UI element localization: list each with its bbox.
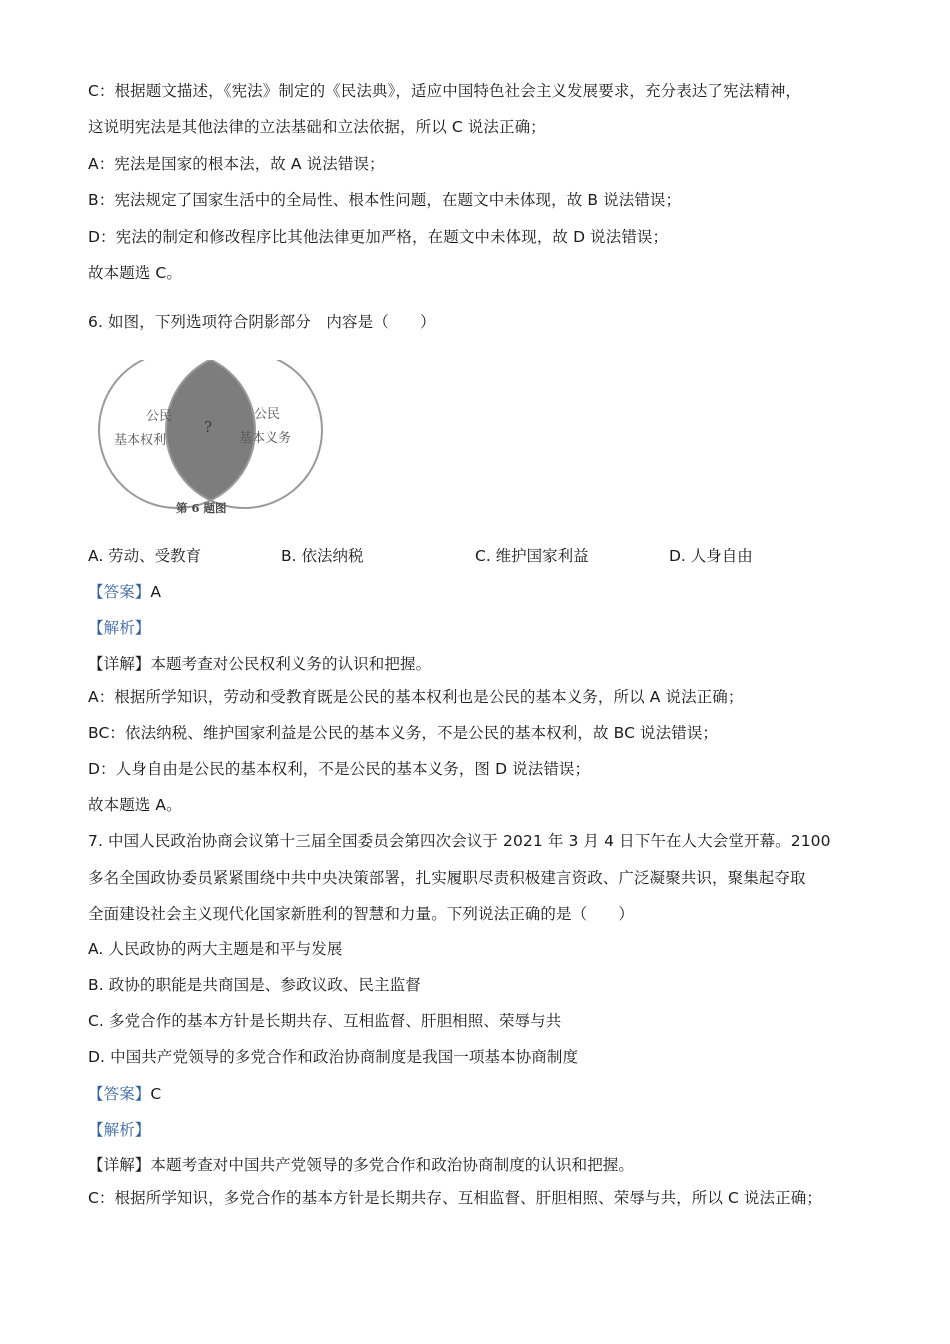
q6-bc-line: BC：依法纳税、维护国家利益是公民的基本义务，不是公民的基本权利，故 BC 说法错误； bbox=[88, 724, 719, 742]
venn-left-label-1: 公民 bbox=[146, 409, 173, 424]
q6-answer-value: A bbox=[150, 583, 162, 601]
q5-d-line: D：宪法的制定和修改程序比其他法律更加严格，在题文中未体现，故 D 说法错误； bbox=[88, 228, 669, 246]
venn-caption: 第 6 题图 bbox=[176, 501, 227, 515]
venn-right-label-2: 基本义务 bbox=[239, 431, 292, 446]
q6-option-d: D. 人身自由 bbox=[669, 547, 753, 565]
venn-center-question-mark: ? bbox=[204, 418, 213, 436]
q7-answer-tag: 【答案】 bbox=[88, 1085, 151, 1103]
q7-option-a: A. 人民政协的两大主题是和平与发展 bbox=[88, 940, 343, 958]
q6-detail-tag: 【详解】 bbox=[88, 655, 151, 673]
q6-answer-tag: 【答案】 bbox=[88, 583, 151, 601]
venn-svg bbox=[92, 360, 327, 520]
q7-detail-text: 本题考查对中国共产党领导的多党合作和政治协商制度的认识和把握。 bbox=[150, 1156, 635, 1174]
q7-stem-line-2: 多名全国政协委员紧紧围绕中共中央决策部署，扎实履职尽责积极建言资政、广泛凝聚共识，聚集起夺取 bbox=[88, 869, 806, 887]
q7-option-b: B. 政协的职能是共商国是、参政议政、民主监督 bbox=[88, 976, 421, 994]
q6-option-c: C. 维护国家利益 bbox=[475, 547, 589, 565]
q7-option-d: D. 中国共产党领导的多党合作和政治协商制度是我国一项基本协商制度 bbox=[88, 1048, 579, 1066]
q5-c-line-1: C：根据题文描述，《宪法》制定的《民法典》，适应中国特色社会主义发展要求，充分表达了宪法精神， bbox=[88, 82, 802, 100]
q5-a-line: A：宪法是国家的根本法，故 A 说法错误； bbox=[88, 155, 385, 173]
venn-left-label-2: 基本权利 bbox=[114, 433, 167, 448]
q7-stem-line-1: 7. 中国人民政治协商会议第十三届全国委员会第四次会议于 2021 年 3 月 4 日下午在人大会堂开幕。2100 bbox=[88, 832, 831, 850]
q6-stem: 6. 如图，下列选项符合阴影部分 内容是（ ） bbox=[88, 313, 436, 331]
q7-c-line: C：根据所学知识，多党合作的基本方针是长期共存、互相监督、肝胆相照、荣辱与共，所以 C 说法正确； bbox=[88, 1189, 822, 1207]
q7-analysis-tag: 【解析】 bbox=[88, 1121, 151, 1139]
q6-answer-line bbox=[88, 581, 161, 603]
q7-detail-line bbox=[88, 1154, 634, 1176]
q7-detail-tag: 【详解】 bbox=[88, 1156, 151, 1174]
q7-option-c: C. 多党合作的基本方针是长期共存、互相监督、肝胆相照、荣辱与共 bbox=[88, 1012, 562, 1030]
q6-conclusion: 故本题选 A。 bbox=[88, 796, 182, 814]
q6-option-a: A. 劳动、受教育 bbox=[88, 547, 202, 565]
q7-answer-value: C bbox=[150, 1085, 162, 1103]
q5-c-line-2: 这说明宪法是其他法律的立法基础和立法依据，所以 C 说法正确； bbox=[88, 118, 546, 136]
venn-right-label-1: 公民 bbox=[254, 407, 281, 422]
q6-venn-diagram bbox=[92, 360, 327, 520]
q5-conclusion: 故本题选 C。 bbox=[88, 264, 182, 282]
q5-b-line: B：宪法规定了国家生活中的全局性、根本性问题，在题文中未体现，故 B 说法错误； bbox=[88, 191, 682, 209]
q6-detail-text: 本题考查对公民权利义务的认识和把握。 bbox=[150, 655, 432, 673]
q6-a-line: A：根据所学知识，劳动和受教育既是公民的基本权利也是公民的基本义务，所以 A 说法正确； bbox=[88, 688, 744, 706]
q7-stem-line-3: 全面建设社会主义现代化国家新胜利的智慧和力量。下列说法正确的是（ ） bbox=[88, 905, 635, 923]
q6-analysis-tag: 【解析】 bbox=[88, 619, 151, 637]
q6-d-line: D：人身自由是公民的基本权利，不是公民的基本义务，图 D 说法错误； bbox=[88, 760, 591, 778]
q6-option-b: B. 依法纳税 bbox=[281, 547, 364, 565]
q7-answer-line bbox=[88, 1083, 161, 1105]
q6-detail-line bbox=[88, 653, 431, 675]
